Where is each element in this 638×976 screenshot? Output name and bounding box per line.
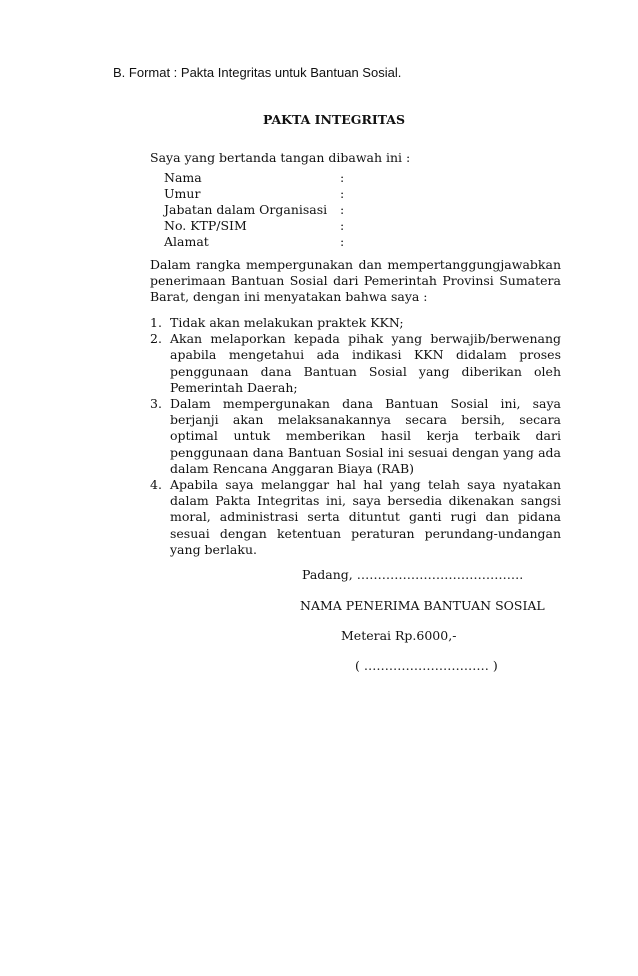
- list-item-number: 2.: [150, 331, 162, 347]
- field-row-alamat: [164, 234, 364, 250]
- field-row-umur: [164, 186, 364, 202]
- list-item-text: Apabila saya melanggar hal hal yang telah saya nyatakan dalam Pakta Integritas ini, saya bersedia dikenakan sangsi moral, administrasi serta dituntut ganti rugi dan pidana sesuai dengan ketentuan peraturan perundang-undangan yang berlaku.: [170, 477, 561, 557]
- field-label: Umur: [164, 186, 201, 201]
- commitment-list: [150, 315, 561, 558]
- field-row-nama: [164, 170, 364, 186]
- list-item-number: 1.: [150, 315, 162, 330]
- list-item: [150, 315, 561, 331]
- section-heading: B. Format : Pakta Integritas untuk Bantuan Sosial.: [113, 65, 402, 80]
- field-colon: :: [340, 202, 345, 217]
- statement-paragraph: Dalam rangka mempergunakan dan mempertanggungjawabkan penerimaan Bantuan Sosial dari Pemerintah Provinsi Sumatera Barat, dengan ini menyatakan bahwa saya :: [150, 257, 561, 305]
- list-item: [150, 396, 561, 477]
- field-colon: :: [340, 218, 345, 233]
- field-colon: :: [340, 186, 345, 201]
- signature-place-date: Padang, ………………………………….: [302, 567, 524, 582]
- intro-text: Saya yang bertanda tangan dibawah ini :: [150, 150, 411, 165]
- field-row-ktp: [164, 218, 364, 234]
- field-label: Jabatan dalam Organisasi: [164, 202, 328, 217]
- list-item-text: Dalam mempergunakan dana Bantuan Sosial ini, saya berjanji akan melaksanakannya secara bersih, secara optimal untuk memberikan hasil kerja terbaik dari penggunaan dana Bantuan Sosial ini sesuai dengan yang ada dalam Rencana Anggaran Biaya (RAB): [170, 396, 561, 476]
- field-label: No. KTP/SIM: [164, 218, 247, 233]
- field-colon: :: [340, 170, 345, 185]
- list-item: [150, 477, 561, 558]
- list-item-text: Akan melaporkan kepada pihak yang berwajib/berwenang apabila mengetahui ada indikasi KKN didalam proses penggunaan dana Bantuan Sosial yang diberikan oleh Pemerintah Daerah;: [170, 331, 561, 395]
- list-item-number: 4.: [150, 477, 162, 493]
- field-row-jabatan: [164, 202, 364, 218]
- list-item: [150, 331, 561, 396]
- list-item-text: Tidak akan melakukan praktek KKN;: [170, 315, 404, 330]
- field-label: Alamat: [164, 234, 209, 249]
- signature-recipient-label: NAMA PENERIMA BANTUAN SOSIAL: [300, 598, 545, 613]
- field-colon: :: [340, 234, 345, 249]
- document-title: PAKTA INTEGRITAS: [262, 112, 406, 127]
- identity-fields: [164, 170, 364, 250]
- field-label: Nama: [164, 170, 202, 185]
- signature-name-line: ( ………………………… ): [355, 658, 498, 673]
- signature-stamp-note: Meterai Rp.6000,-: [341, 628, 457, 643]
- list-item-number: 3.: [150, 396, 162, 412]
